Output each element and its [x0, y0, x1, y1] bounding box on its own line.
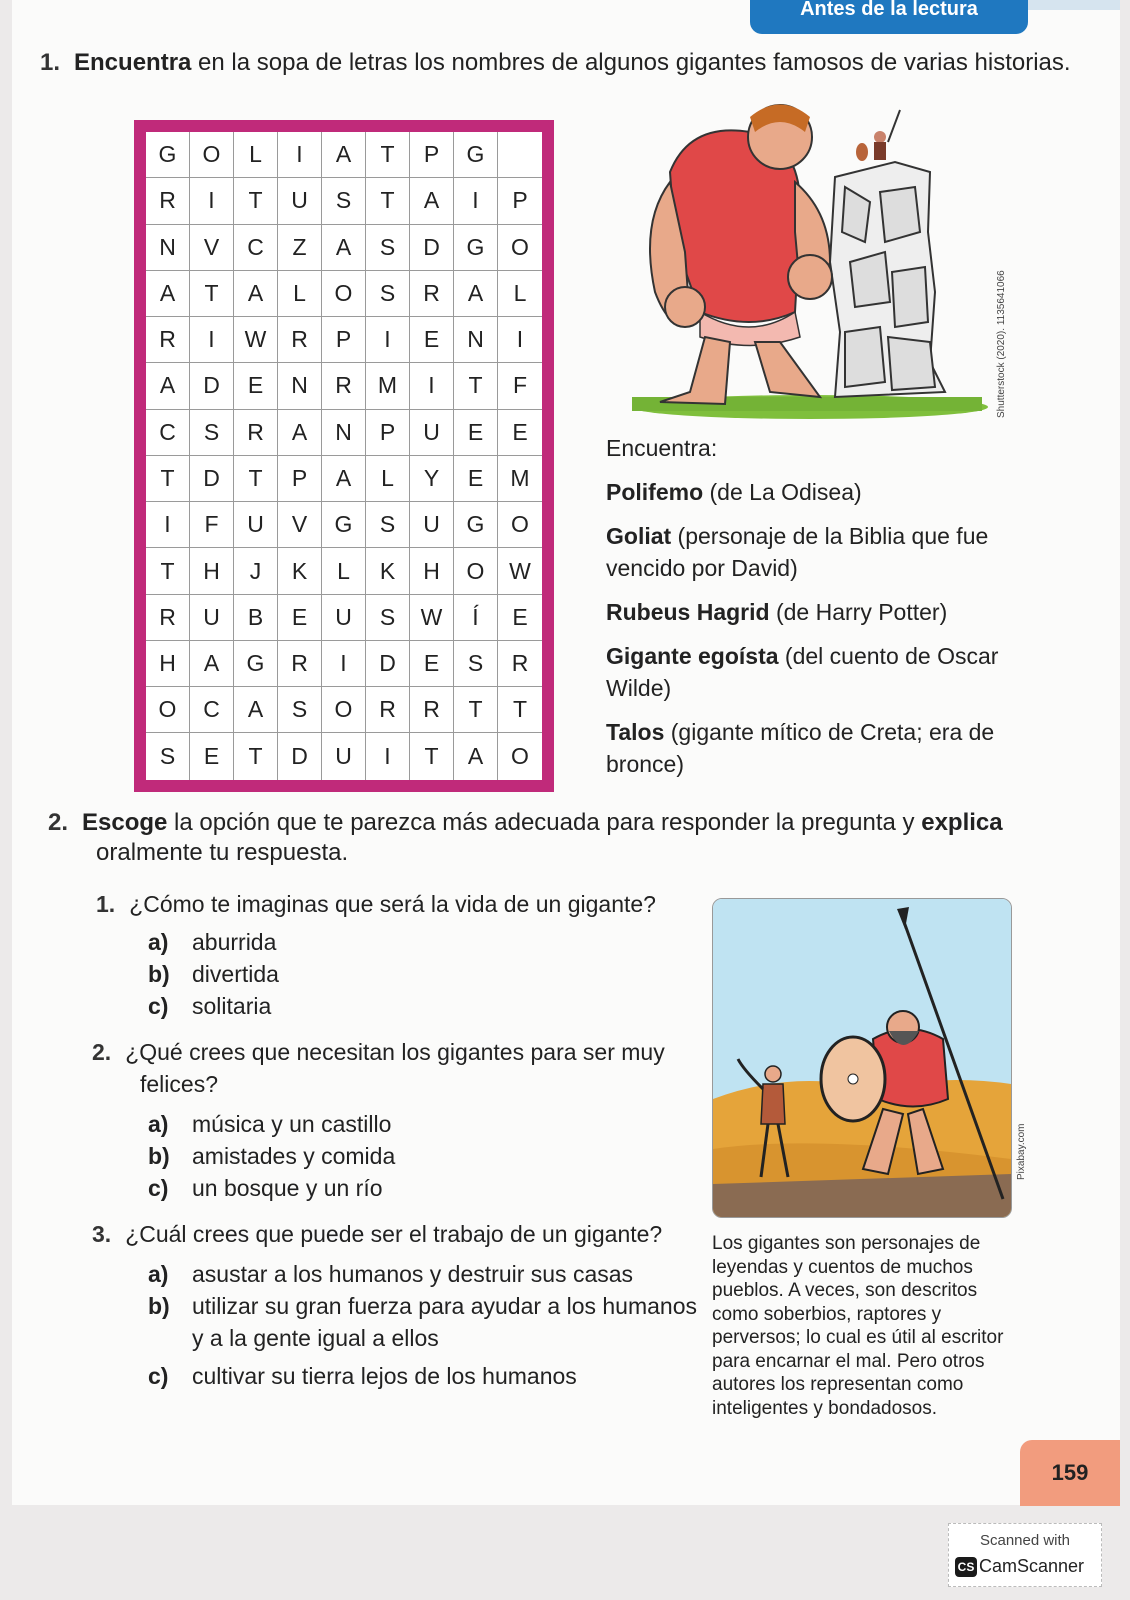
find-list — [606, 432, 998, 780]
word-search-cell[interactable]: R — [234, 410, 278, 456]
word-search-cell[interactable]: U — [190, 595, 234, 641]
word-search-cell[interactable]: C — [190, 687, 234, 733]
word-search-cell[interactable]: T — [366, 132, 410, 178]
option-2b[interactable]: b) amistades y comida — [148, 1143, 396, 1169]
find-list-heading: Encuentra: — [606, 435, 718, 461]
word-search-cell[interactable]: I — [146, 502, 190, 548]
word-search-cell[interactable] — [498, 132, 542, 178]
word-search-cell[interactable]: P — [322, 317, 366, 363]
word-search-cell[interactable]: M — [366, 363, 410, 409]
word-search-cell[interactable]: I — [410, 363, 454, 409]
word-search-cell[interactable]: K — [278, 548, 322, 594]
camscanner-watermark: Scanned with CS CamScanner — [948, 1523, 1102, 1587]
word-search-cell[interactable]: T — [234, 733, 278, 779]
word-search-cell[interactable]: T — [454, 363, 498, 409]
tiny-hero — [856, 110, 900, 161]
word-search-cell[interactable]: O — [322, 271, 366, 317]
word-search-cell[interactable]: S — [366, 502, 410, 548]
word-search-cell[interactable]: S — [278, 687, 322, 733]
section-tab: Antes de la lectura — [750, 0, 1028, 34]
word-search-cell[interactable]: S — [190, 410, 234, 456]
subquestion-3: 3. ¿Cuál crees que puede ser el trabajo de un gigante? — [92, 1221, 663, 1247]
word-search-cell[interactable]: Í — [454, 595, 498, 641]
word-search-cell[interactable]: O — [146, 687, 190, 733]
giant-image-credit: Shutterstock (2020). 1135641066 — [996, 270, 1007, 418]
word-search-cell[interactable]: A — [146, 363, 190, 409]
word-search-cell[interactable]: V — [190, 225, 234, 271]
word-search-cell[interactable]: W — [410, 595, 454, 641]
word-search-cell[interactable]: R — [146, 317, 190, 363]
word-search-cell[interactable]: G — [146, 132, 190, 178]
word-search-cell[interactable]: R — [146, 178, 190, 224]
word-search-cell[interactable]: E — [454, 410, 498, 456]
word-search-cell[interactable]: S — [366, 595, 410, 641]
word-search-cell[interactable]: R — [498, 641, 542, 687]
word-search-cell[interactable]: R — [410, 687, 454, 733]
word-search-cell[interactable]: S — [454, 641, 498, 687]
word-search-cell[interactable]: A — [322, 225, 366, 271]
word-search-cell[interactable]: A — [234, 687, 278, 733]
word-search-cell[interactable]: P — [410, 132, 454, 178]
word-search-cell[interactable]: Z — [278, 225, 322, 271]
word-search-cell[interactable]: T — [146, 548, 190, 594]
word-search-cell[interactable]: D — [410, 225, 454, 271]
word-search-cell[interactable]: E — [454, 456, 498, 502]
word-search-cell[interactable]: S — [146, 733, 190, 779]
word-search-cell[interactable]: S — [322, 178, 366, 224]
word-search-cell[interactable]: N — [146, 225, 190, 271]
word-search-cell[interactable]: D — [190, 456, 234, 502]
giant-illustration — [630, 92, 988, 422]
option-1c[interactable]: c) solitaria — [148, 993, 272, 1019]
word-search-cell[interactable]: O — [498, 225, 542, 271]
word-search-cell[interactable]: T — [234, 456, 278, 502]
word-search-cell[interactable]: E — [498, 410, 542, 456]
word-search-frame — [134, 120, 554, 792]
question-1-title: 1. Encuentra en la sopa de letras los nombres de algunos gigantes famosos de varias historias. — [40, 49, 1071, 76]
option-3b[interactable]: b) utilizar su gran fuerza para ayudar a los humanos y a la gente igual a ellos — [148, 1293, 698, 1351]
question-2-title: 2. Escoge la opción que te parezca más adecuada para responder la pregunta y explica oralmente tu respuesta. — [48, 809, 1003, 866]
option-3c[interactable]: c) cultivar su tierra lejos de los humanos — [148, 1363, 577, 1389]
word-search-cell[interactable]: C — [146, 410, 190, 456]
option-2a[interactable]: a) música y un castillo — [148, 1111, 392, 1137]
word-search-cell[interactable]: L — [234, 132, 278, 178]
word-search-cell[interactable]: E — [498, 595, 542, 641]
word-search-cell[interactable]: G — [454, 502, 498, 548]
rock-tower — [830, 162, 945, 397]
word-search-cell[interactable]: R — [322, 363, 366, 409]
word-search-cell[interactable]: V — [278, 502, 322, 548]
word-search-cell[interactable]: T — [366, 178, 410, 224]
word-search-cell[interactable]: U — [322, 733, 366, 779]
word-search-cell[interactable]: O — [322, 687, 366, 733]
word-search-cell[interactable]: L — [366, 456, 410, 502]
giant-figure — [650, 105, 832, 405]
find-item-talos: Talos (gigante mítico de Creta; era de bronce) — [606, 719, 995, 777]
word-search-cell[interactable]: I — [190, 317, 234, 363]
word-search-cell[interactable]: O — [190, 132, 234, 178]
word-search-cell[interactable]: E — [410, 317, 454, 363]
word-search-cell[interactable]: F — [190, 502, 234, 548]
word-search-cell[interactable]: E — [234, 363, 278, 409]
word-search-cell[interactable]: W — [234, 317, 278, 363]
word-search-cell[interactable]: R — [278, 317, 322, 363]
word-search-cell[interactable]: T — [498, 687, 542, 733]
david-image-credit: Pixabay.com — [1016, 1123, 1027, 1180]
word-search-cell[interactable]: U — [234, 502, 278, 548]
word-search-cell[interactable]: T — [146, 456, 190, 502]
word-search-cell[interactable]: J — [234, 548, 278, 594]
word-search-cell[interactable]: N — [278, 363, 322, 409]
word-search-cell[interactable]: I — [366, 733, 410, 779]
word-search-cell[interactable]: G — [454, 132, 498, 178]
word-search-cell[interactable]: B — [234, 595, 278, 641]
word-search-cell[interactable]: M — [498, 456, 542, 502]
word-search-cell[interactable]: G — [454, 225, 498, 271]
word-search-cell[interactable]: U — [278, 178, 322, 224]
word-search-cell[interactable]: L — [278, 271, 322, 317]
word-search-cell[interactable]: E — [410, 641, 454, 687]
word-search-cell[interactable]: D — [366, 641, 410, 687]
word-search-cell[interactable]: R — [366, 687, 410, 733]
find-item-hagrid: Rubeus Hagrid (de Harry Potter) — [606, 599, 948, 625]
word-search-cell[interactable]: I — [322, 641, 366, 687]
word-search-cell[interactable]: N — [454, 317, 498, 363]
word-search-cell[interactable]: E — [190, 733, 234, 779]
subquestion-1: 1. ¿Cómo te imaginas que será la vida de un gigante? — [96, 891, 656, 917]
word-search-cell[interactable]: L — [498, 271, 542, 317]
word-search-cell[interactable]: F — [498, 363, 542, 409]
word-search-cell[interactable]: O — [498, 502, 542, 548]
word-search-cell[interactable]: A — [146, 271, 190, 317]
option-1a[interactable]: a) aburrida — [148, 929, 277, 955]
word-search-cell[interactable]: D — [278, 733, 322, 779]
subquestion-2: 2. ¿Qué crees que necesitan los gigantes para ser muy felices? — [92, 1039, 665, 1097]
page-number: 159 — [1020, 1440, 1120, 1506]
word-search-cell[interactable]: I — [278, 132, 322, 178]
word-search-cell[interactable]: Y — [410, 456, 454, 502]
find-item-gigante-egoista: Gigante egoísta (del cuento de Oscar Wilde) — [606, 643, 999, 701]
word-search-cell[interactable]: A — [234, 271, 278, 317]
word-search-cell[interactable]: I — [366, 317, 410, 363]
word-search-cell[interactable]: W — [498, 548, 542, 594]
illustration-caption: Los gigantes son personajes de leyendas y cuentos de muchos pueblos. A veces, son descritos como soberbios, raptores y perversos; lo cual es útil al escritor para encarnar el mal. Pero otros autores los representan como inteligentes y bondadosos. — [712, 1233, 1004, 1419]
word-search-cell[interactable]: I — [498, 317, 542, 363]
word-search-cell[interactable]: T — [234, 178, 278, 224]
word-search-cell[interactable]: L — [322, 548, 366, 594]
word-search-cell[interactable]: T — [410, 733, 454, 779]
word-search-cell[interactable]: A — [454, 733, 498, 779]
word-search-cell[interactable]: I — [454, 178, 498, 224]
word-search-cell[interactable]: T — [454, 687, 498, 733]
word-search-cell[interactable]: H — [410, 548, 454, 594]
word-search-cell[interactable]: R — [410, 271, 454, 317]
word-search-cell[interactable]: P — [366, 410, 410, 456]
camscanner-logo-icon: CS — [955, 1557, 977, 1577]
word-search-cell[interactable]: A — [454, 271, 498, 317]
word-search-cell[interactable]: U — [410, 502, 454, 548]
word-search-cell[interactable]: T — [190, 271, 234, 317]
word-search-grid — [146, 132, 542, 780]
word-search-cell[interactable]: A — [410, 178, 454, 224]
option-3a[interactable]: a) asustar a los humanos y destruir sus casas — [148, 1261, 634, 1287]
word-search-cell[interactable]: A — [322, 132, 366, 178]
word-search-cell[interactable]: G — [322, 502, 366, 548]
word-search-cell[interactable]: R — [278, 641, 322, 687]
word-search-cell[interactable]: E — [278, 595, 322, 641]
word-search-cell[interactable]: P — [498, 178, 542, 224]
option-2c[interactable]: c) un bosque y un río — [148, 1175, 383, 1201]
word-search-cell[interactable]: N — [322, 410, 366, 456]
find-item-goliat: Goliat (personaje de la Biblia que fue vencido por David) — [606, 523, 989, 581]
word-search-cell[interactable]: H — [190, 548, 234, 594]
word-search-cell[interactable]: S — [366, 271, 410, 317]
word-search-cell[interactable]: A — [322, 456, 366, 502]
word-search-cell[interactable]: D — [190, 363, 234, 409]
word-search-cell[interactable]: A — [278, 410, 322, 456]
word-search-cell[interactable]: O — [511, 743, 529, 770]
word-search-cell[interactable]: K — [366, 548, 410, 594]
word-search-cell[interactable]: A — [190, 641, 234, 687]
word-search-cell[interactable]: R — [146, 595, 190, 641]
word-search-cell[interactable]: G — [234, 641, 278, 687]
word-search-cell[interactable]: P — [278, 456, 322, 502]
word-search-cell[interactable]: S — [366, 225, 410, 271]
option-1b[interactable]: b) divertida — [148, 961, 279, 987]
word-search-cell[interactable]: U — [410, 410, 454, 456]
word-search-cell[interactable]: H — [146, 641, 190, 687]
word-search-cell[interactable]: C — [234, 225, 278, 271]
word-search-cell[interactable]: I — [190, 178, 234, 224]
word-search-cell[interactable]: U — [322, 595, 366, 641]
david-goliath-illustration — [712, 898, 1012, 1218]
find-item-polifemo: Polifemo (de La Odisea) — [606, 479, 862, 505]
word-search-cell[interactable]: O — [454, 548, 498, 594]
